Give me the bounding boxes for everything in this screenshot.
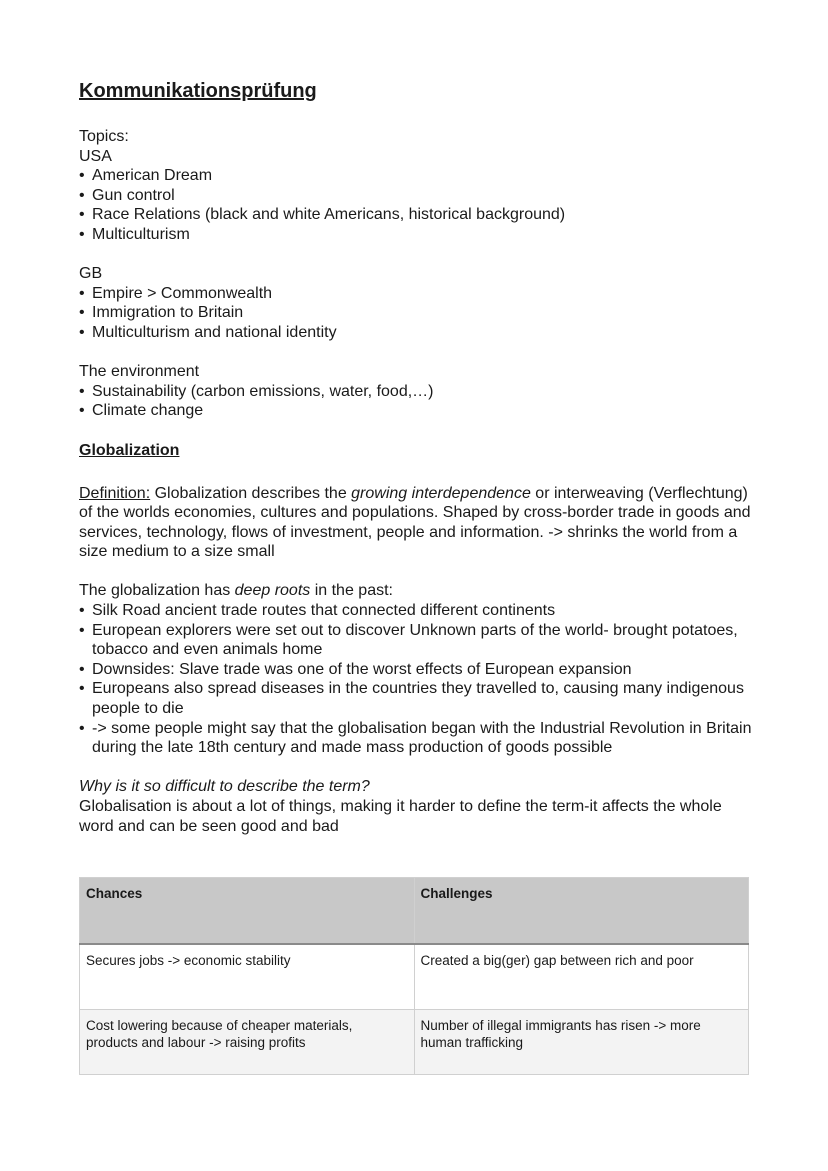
chances-challenges-table xyxy=(79,877,749,1075)
definition-label: Definition: xyxy=(79,484,151,502)
list-item: • Empire > Commonwealth xyxy=(79,284,759,304)
table-row xyxy=(80,1010,749,1075)
list-item: • American Dream xyxy=(79,166,759,186)
list-item: • European explorers were set out to discover Unknown parts of the world- brought potatoes, tobacco and even animals home xyxy=(79,621,759,660)
list-item: • -> some people might say that the globalisation began with the Industrial Revolution in Britain during the late 18th century and made mass production of goods possible xyxy=(79,719,759,758)
definition-emphasis: growing interdependence xyxy=(351,484,531,502)
answer-text: Globalisation is about a lot of things, making it harder to define the term-it affects the whole word and can be seen good and bad xyxy=(79,798,722,835)
list-item: • Silk Road ancient trade routes that connected different continents xyxy=(79,601,759,621)
list-item: • Europeans also spread diseases in the countries they travelled to, causing many indigenous people to die xyxy=(79,679,759,718)
list-item: • Downsides: Slave trade was one of the worst effects of European expansion xyxy=(79,660,759,680)
usa-heading: USA xyxy=(79,147,112,165)
list-item: • Multiculturism and national identity xyxy=(79,323,759,343)
table-cell: Cost lowering because of cheaper materials, products and labour -> raising profits xyxy=(80,1010,415,1075)
roots-list xyxy=(79,601,759,758)
roots-intro: The globalization has deep roots in the past: xyxy=(79,582,393,600)
environment-heading: The environment xyxy=(79,363,200,381)
gb-list xyxy=(79,284,759,343)
gb-heading: GB xyxy=(79,265,103,283)
environment-list xyxy=(79,382,759,421)
topics-label: Topics: xyxy=(79,128,129,145)
question-text: Why is it so difficult to describe the term? xyxy=(79,778,370,796)
table-header-row xyxy=(80,878,749,945)
table-cell: Number of illegal immigrants has risen -> more human trafficking xyxy=(414,1010,749,1075)
list-item: • Race Relations (black and white Americans, historical background) xyxy=(79,205,759,225)
table-header-challenges: Challenges xyxy=(414,878,749,945)
globalization-heading: Globalization xyxy=(79,441,180,459)
roots-emphasis: deep roots xyxy=(234,582,311,600)
page-title: Kommunikationsprüfung xyxy=(79,80,317,102)
table-row xyxy=(80,944,749,1010)
document-page xyxy=(79,78,759,836)
list-item: • Multiculturism xyxy=(79,225,759,245)
definition-paragraph: Definition: Globalization describes the growing interdependence or interweaving (Verflechtung) of the worlds economies, cultures and populations. Shaped by cross-border trade in goods and services, technology, flows of investment, people and information. -> shrinks the world from a size medium to a size small xyxy=(79,484,751,561)
table-cell: Created a big(ger) gap between rich and poor xyxy=(414,944,749,1010)
table-header-chances: Chances xyxy=(80,878,415,945)
table-cell: Secures jobs -> economic stability xyxy=(80,944,415,1010)
list-item: • Climate change xyxy=(79,401,759,421)
usa-list xyxy=(79,166,759,244)
list-item: • Immigration to Britain xyxy=(79,303,759,323)
list-item: • Sustainability (carbon emissions, water, food,…) xyxy=(79,382,759,402)
list-item: • Gun control xyxy=(79,186,759,206)
